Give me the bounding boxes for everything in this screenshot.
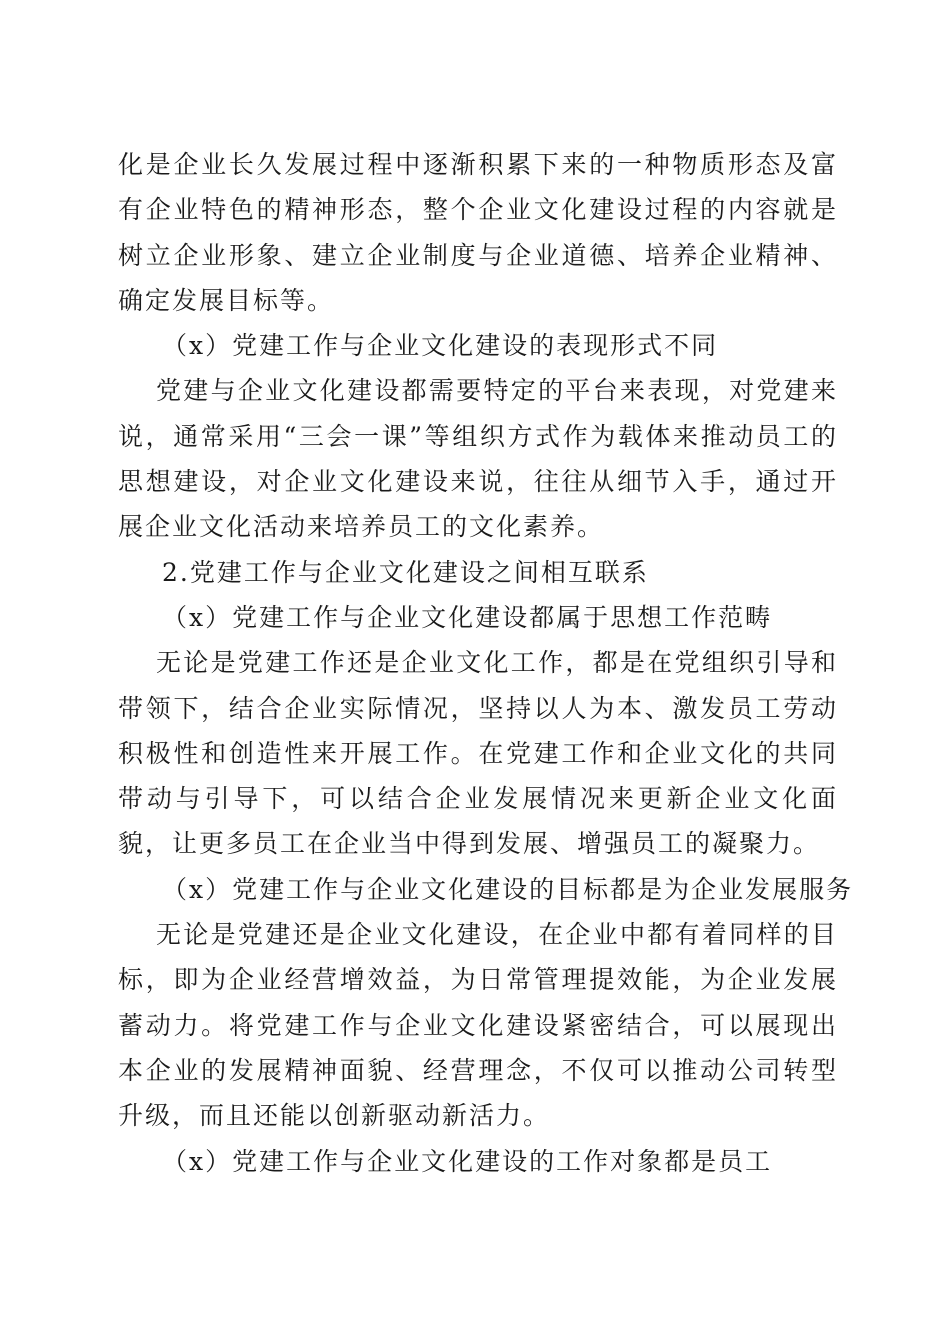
paragraph-continued: 化是企业长久发展过程中逐渐积累下来的一种物质形态及富有企业特色的精神形态，整个企业文化建设过程的内容就是树立企业形象、建立企业制度与企业道德、培养企业精神、确定发展目标等。 [118, 150, 838, 315]
subheading-ideological-work: （x）党建工作与企业文化建设都属于思想工作范畴 [162, 602, 773, 632]
subheading-common-goal: （x）党建工作与企业文化建设的目标都是为企业发展服务 [162, 874, 854, 904]
subheading-work-object: （x）党建工作与企业文化建设的工作对象都是员工 [162, 1146, 773, 1176]
document-body [118, 142, 854, 1184]
paragraph-expression-forms: 党建与企业文化建设都需要特定的平台来表现，对党建来说，通常采用“三会一课”等组织方式作为载体来推动员工的思想建设，对企业文化建设来说，往往从细节入手，通过开展企业文化活动来培养员工的文化素养。 [118, 376, 838, 542]
paragraph-common-goal: 无论是党建还是企业文化建设，在企业中都有着同样的目标，即为企业经营增效益，为日常管理提效能，为企业发展蓄动力。将党建工作与企业文化建设紧密结合，可以展现出本企业的发展精神面貌、经营理念，不仅可以推动公司转型升级，而且还能以创新驱动新活力。 [118, 920, 838, 1131]
subheading-expression-forms: （x）党建工作与企业文化建设的表现形式不同 [162, 331, 719, 361]
section-heading-interrelation: 2.党建工作与企业文化建设之间相互联系 [162, 557, 649, 587]
paragraph-ideological-work: 无论是党建工作还是企业文化工作，都是在党组织引导和带领下，结合企业实际情况，坚持以人为本、激发员工劳动积极性和创造性来开展工作。在党建工作和企业文化的共同带动与引导下，可以结合企业发展情况来更新企业文化面貌，让更多员工在企业当中得到发展、增强员工的凝聚力。 [118, 648, 838, 859]
